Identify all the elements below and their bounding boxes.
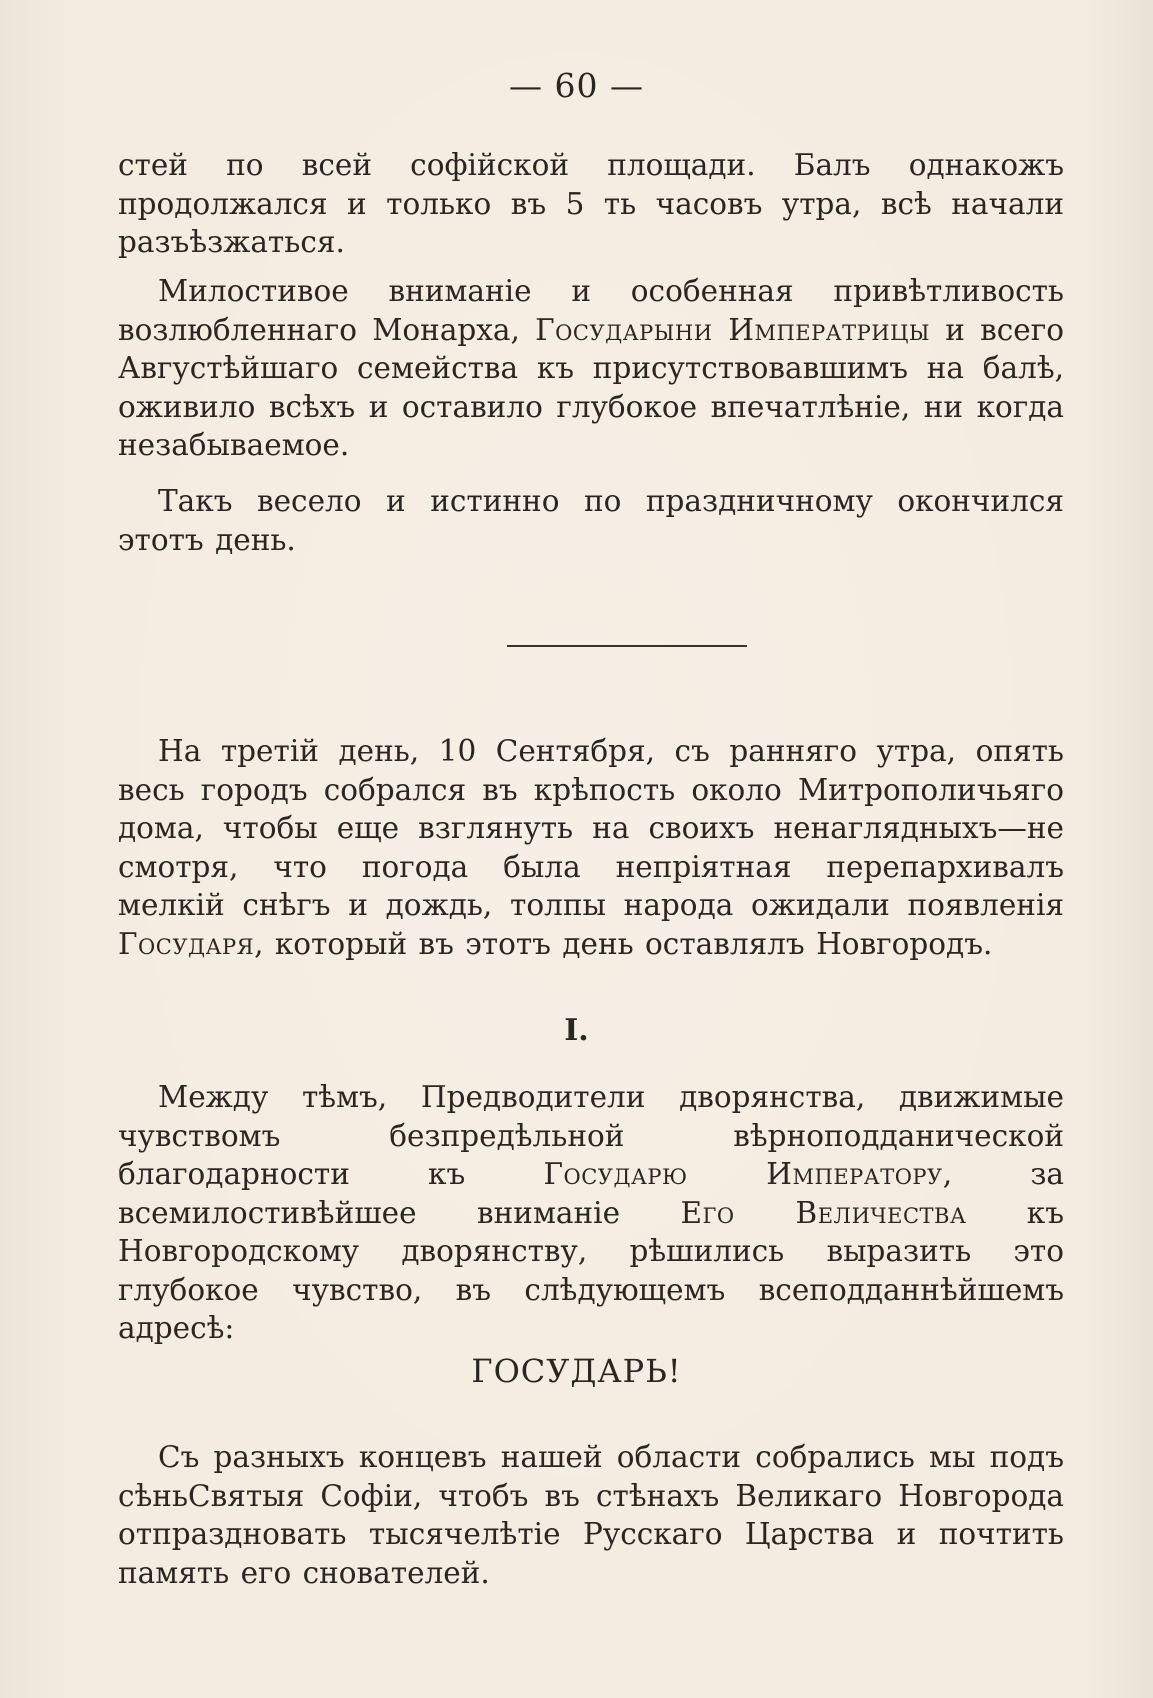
paragraph-day-ended <box>118 482 1064 559</box>
section-mark: I. <box>564 1013 589 1048</box>
paragraph-monarch-attention <box>118 272 1064 465</box>
paragraph-nobility-address <box>118 1078 1064 1348</box>
small-caps-text: Государю Императору <box>543 1157 943 1191</box>
page-number: — 60 — <box>509 66 644 105</box>
paragraph-address-body <box>118 1438 1064 1592</box>
paragraph-text <box>118 1078 1064 1348</box>
paragraph-text: стей по всей софійской площади. Балъ однакожъ продолжался и только въ 5 ть часовъ утра, всѣ начали разъѣзжаться. <box>118 148 1064 259</box>
paragraph-third-day <box>118 732 1064 963</box>
paragraph-text <box>118 732 1064 963</box>
small-caps-text: Государыни Императрицы <box>535 312 931 347</box>
section-divider <box>507 645 747 647</box>
paragraph-text <box>118 272 1064 465</box>
text-run: Между тѣмъ, Предводители дворянства, движимые чувствомъ безпредѣльной вѣрноподданической благодарности къ <box>118 1080 1064 1191</box>
paragraph-text: Такъ весело и истинно по праздничному окончился этотъ день. <box>118 484 1064 557</box>
text-run: и всего Августѣйшаго семейства къ присутствовавшимъ на балѣ, оживило всѣхъ и оставило глубокое впечатлѣніе, ни когда незабываемое. <box>118 312 1064 462</box>
small-caps-text: Его Величества <box>680 1195 967 1230</box>
paragraph-ball-end <box>118 146 1064 262</box>
text-run: къ Новгородскому дворянству, рѣшились выразить это глубокое чувство, въ слѣдующемъ всеподданнѣйшемъ адресѣ: <box>118 1195 1064 1345</box>
text-run: На третій день, 10 Сентября, съ ранняго утра, опять весь городъ собрался въ крѣпость около Митрополичьяго дома, чтобы еще взглянуть на своихъ ненаглядныхъ—не смотря, что погода была непріятная перепархивалъ мелкій снѣгъ и дождь, толпы народа ожидали появленія <box>118 734 1064 922</box>
text-run: , который въ этотъ день оставлялъ Новгородъ. <box>254 926 993 961</box>
text-run: Милостивое вниманіе и особенная привѣтливость возлюбленнаго Монарха, <box>118 274 1064 347</box>
text-run: , за всемилостивѣйшее вниманіе <box>118 1157 1064 1230</box>
address-heading: ГОСУДАРЬ! <box>471 1352 682 1390</box>
small-caps-text: Государя <box>118 926 255 961</box>
paragraph-text: Съ разныхъ концевъ нашей области собрались мы подъ сѣньСвятыя Софіи, чтобъ въ стѣнахъ Великаго Новгорода отпраздновать тысячелѣтіе Русскаго Царства и почтить память его снователей. <box>118 1440 1064 1590</box>
